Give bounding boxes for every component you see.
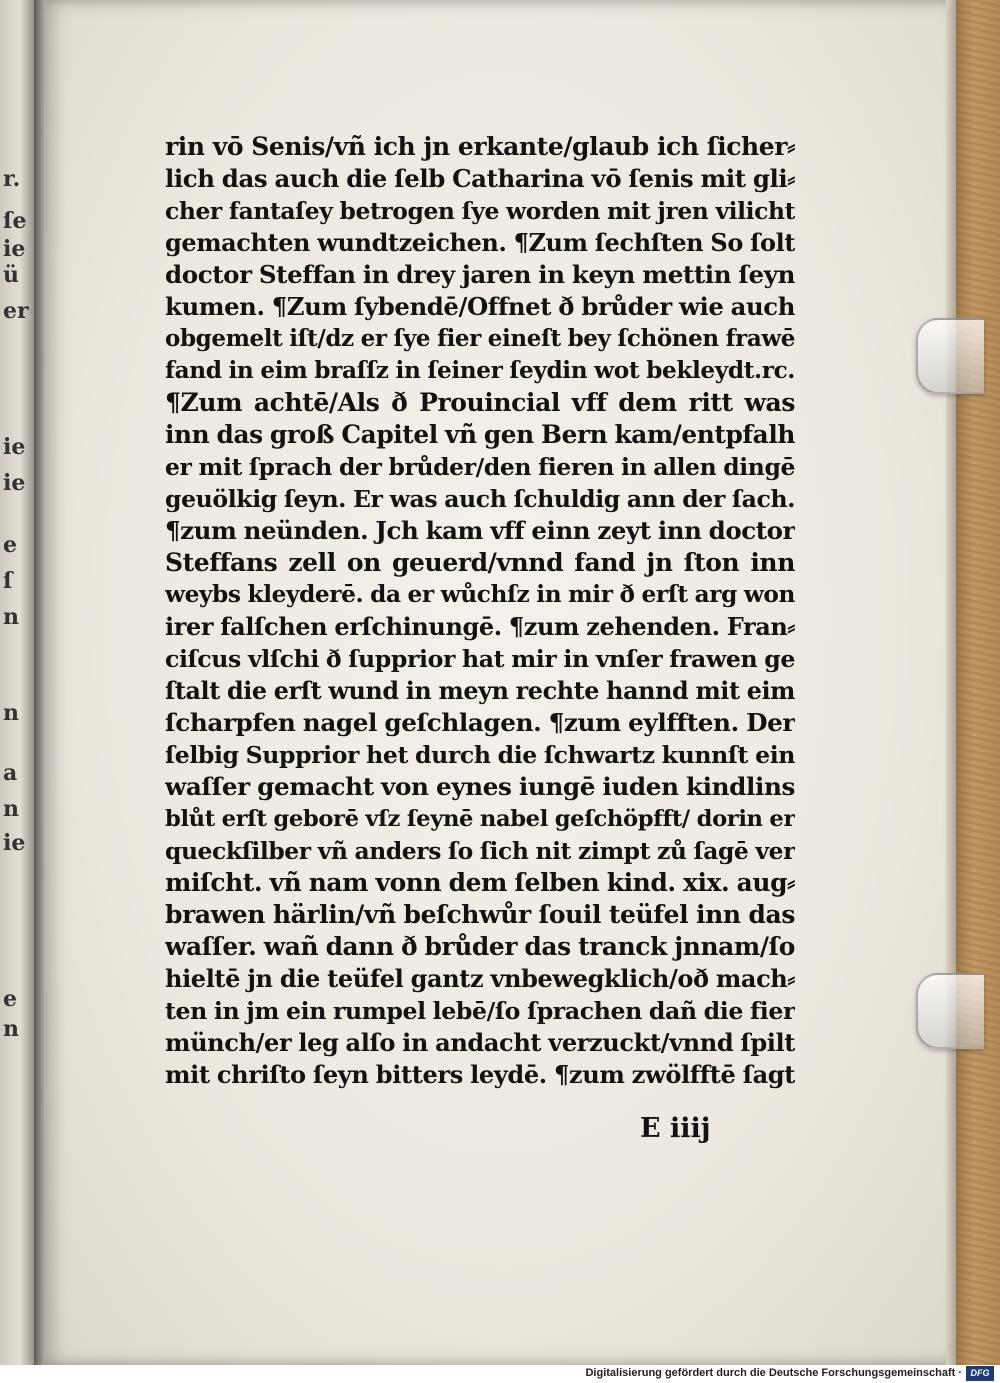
facing-page-glyph: e (3, 532, 17, 558)
facing-page-glyph: ſ (3, 568, 13, 594)
text-line: waſſer. wañ dann ð brůder das tranck jnnam/ſo (165, 932, 795, 961)
facing-page-glyph: n (3, 796, 19, 822)
facing-page-glyph: ie (3, 470, 26, 496)
facing-page-glyph: ie (3, 830, 26, 856)
text-line: miſcht. vñ nam vonn dem ſelben kind. xix. aug⸗ (165, 868, 795, 897)
cork-backing (956, 0, 1000, 1365)
text-line: queckſilber vñ anders ſo ſich nit zimpt zů ſagē ver (165, 837, 795, 865)
text-line: blůt erſt geborē vſz ſeynē nabel geſchöpfft/ dorin er (165, 806, 795, 832)
facing-page-glyph: r. (3, 166, 21, 192)
text-line: inn das groß Capitel vñ gen Bern kam/entpfalh (165, 420, 795, 449)
text-line: mit chriſto ſeyn bitters leydē. ¶zum zwölfftē ſagt (165, 1060, 795, 1089)
text-line: ſtalt die erſt wund in meyn rechte hannd mit eim (165, 677, 795, 705)
text-line: weybs kleyderē. da er wůchſz in mir ð erſt arg won (165, 581, 795, 608)
text-line: waſſer gemacht von eynes iungē iuden kindlins (165, 772, 795, 801)
text-line: ¶Zum achtē/Als ð Prouincial vff dem ritt was (165, 388, 795, 417)
facing-page-glyph: ie (3, 236, 26, 262)
text-line: Steffans zell on geuerd/vnnd fand jn ſton inn (165, 548, 795, 577)
facing-page-glyph: er (3, 298, 29, 324)
text-line: ſelbig Supprior het durch die ſchwartz kunnſt ein (165, 741, 795, 769)
page-clip-bottom (916, 973, 984, 1049)
facing-page-glyph: ſe (3, 208, 27, 234)
text-line: fand in eim braſſz in ſeiner ſeydin wot bekleydt.rc. (165, 357, 795, 384)
text-line: irer falſchen erſchinungē. ¶zum zehenden. Fran⸗ (165, 612, 795, 641)
text-line: er mit ſprach der brůder/den fieren in allen dingē (165, 453, 795, 481)
text-line: ten in jm ein rumpel lebē/ſo ſprachen dañ die fier (165, 997, 795, 1025)
text-line: rin vō Senis/vñ ich jn erkante/glaub ich ſicher⸗ (165, 132, 795, 161)
facing-page-edge (0, 0, 36, 1383)
signature-mark: E iiij (640, 1113, 711, 1144)
facing-page-glyph: ie (3, 434, 26, 460)
digitization-credit: Digitalisierung gefördert durch die Deutsche Forschungsgemeinschaft · (585, 1367, 962, 1379)
facing-page-glyph: ü (3, 262, 19, 288)
text-line: hieltē jn die teüfel gantz vnbewegklich/oð mach⸗ (165, 964, 795, 993)
text-line: ciſcus vlſchi ð ſupprior hat mir in vnſer frawen ge (165, 645, 795, 673)
text-line: obgemelt iſt/dz er ſye fier eineſt bey ſchönen frawē (165, 325, 795, 352)
text-line: ſcharpfen nagel geſchlagen. ¶zum eylfften. Der (165, 708, 795, 737)
text-line: doctor Steffan in drey jaren in keyn mettin ſeyn (165, 260, 795, 289)
facing-page-glyph: n (3, 604, 19, 630)
text-line: münch/er leg alſo in andacht verzuckt/vnnd ſpilt (165, 1028, 795, 1057)
text-line: geuölkig ſeyn. Er was auch ſchuldig ann der ſach. (165, 485, 795, 513)
text-line: lich das auch die ſelb Catharina vō ſenis mit gli⸗ (165, 164, 795, 193)
text-line: gemachten wundtzeichen. ¶Zum ſechſten So ſolt (165, 228, 795, 257)
text-line: ¶zum neünden. Jch kam vff einn zeyt inn doctor (165, 516, 795, 545)
text-line: cher fantaſey betrogen ſye worden mit jren vilicht (165, 197, 795, 225)
body-text (165, 131, 795, 1091)
facing-page-glyph: n (3, 700, 19, 726)
facing-page-glyph: n (3, 1016, 19, 1042)
dfg-logo: DFG (966, 1366, 994, 1381)
text-line: kumen. ¶Zum ſybendē/Offnet ð brůder wie auch (165, 292, 795, 321)
text-line: brawen härlin/vñ beſchwůr ſouil teüfel inn das (165, 900, 795, 929)
facing-page-glyph: e (3, 986, 17, 1012)
page-clip-top (916, 318, 984, 394)
facing-page-glyph: a (3, 760, 18, 786)
